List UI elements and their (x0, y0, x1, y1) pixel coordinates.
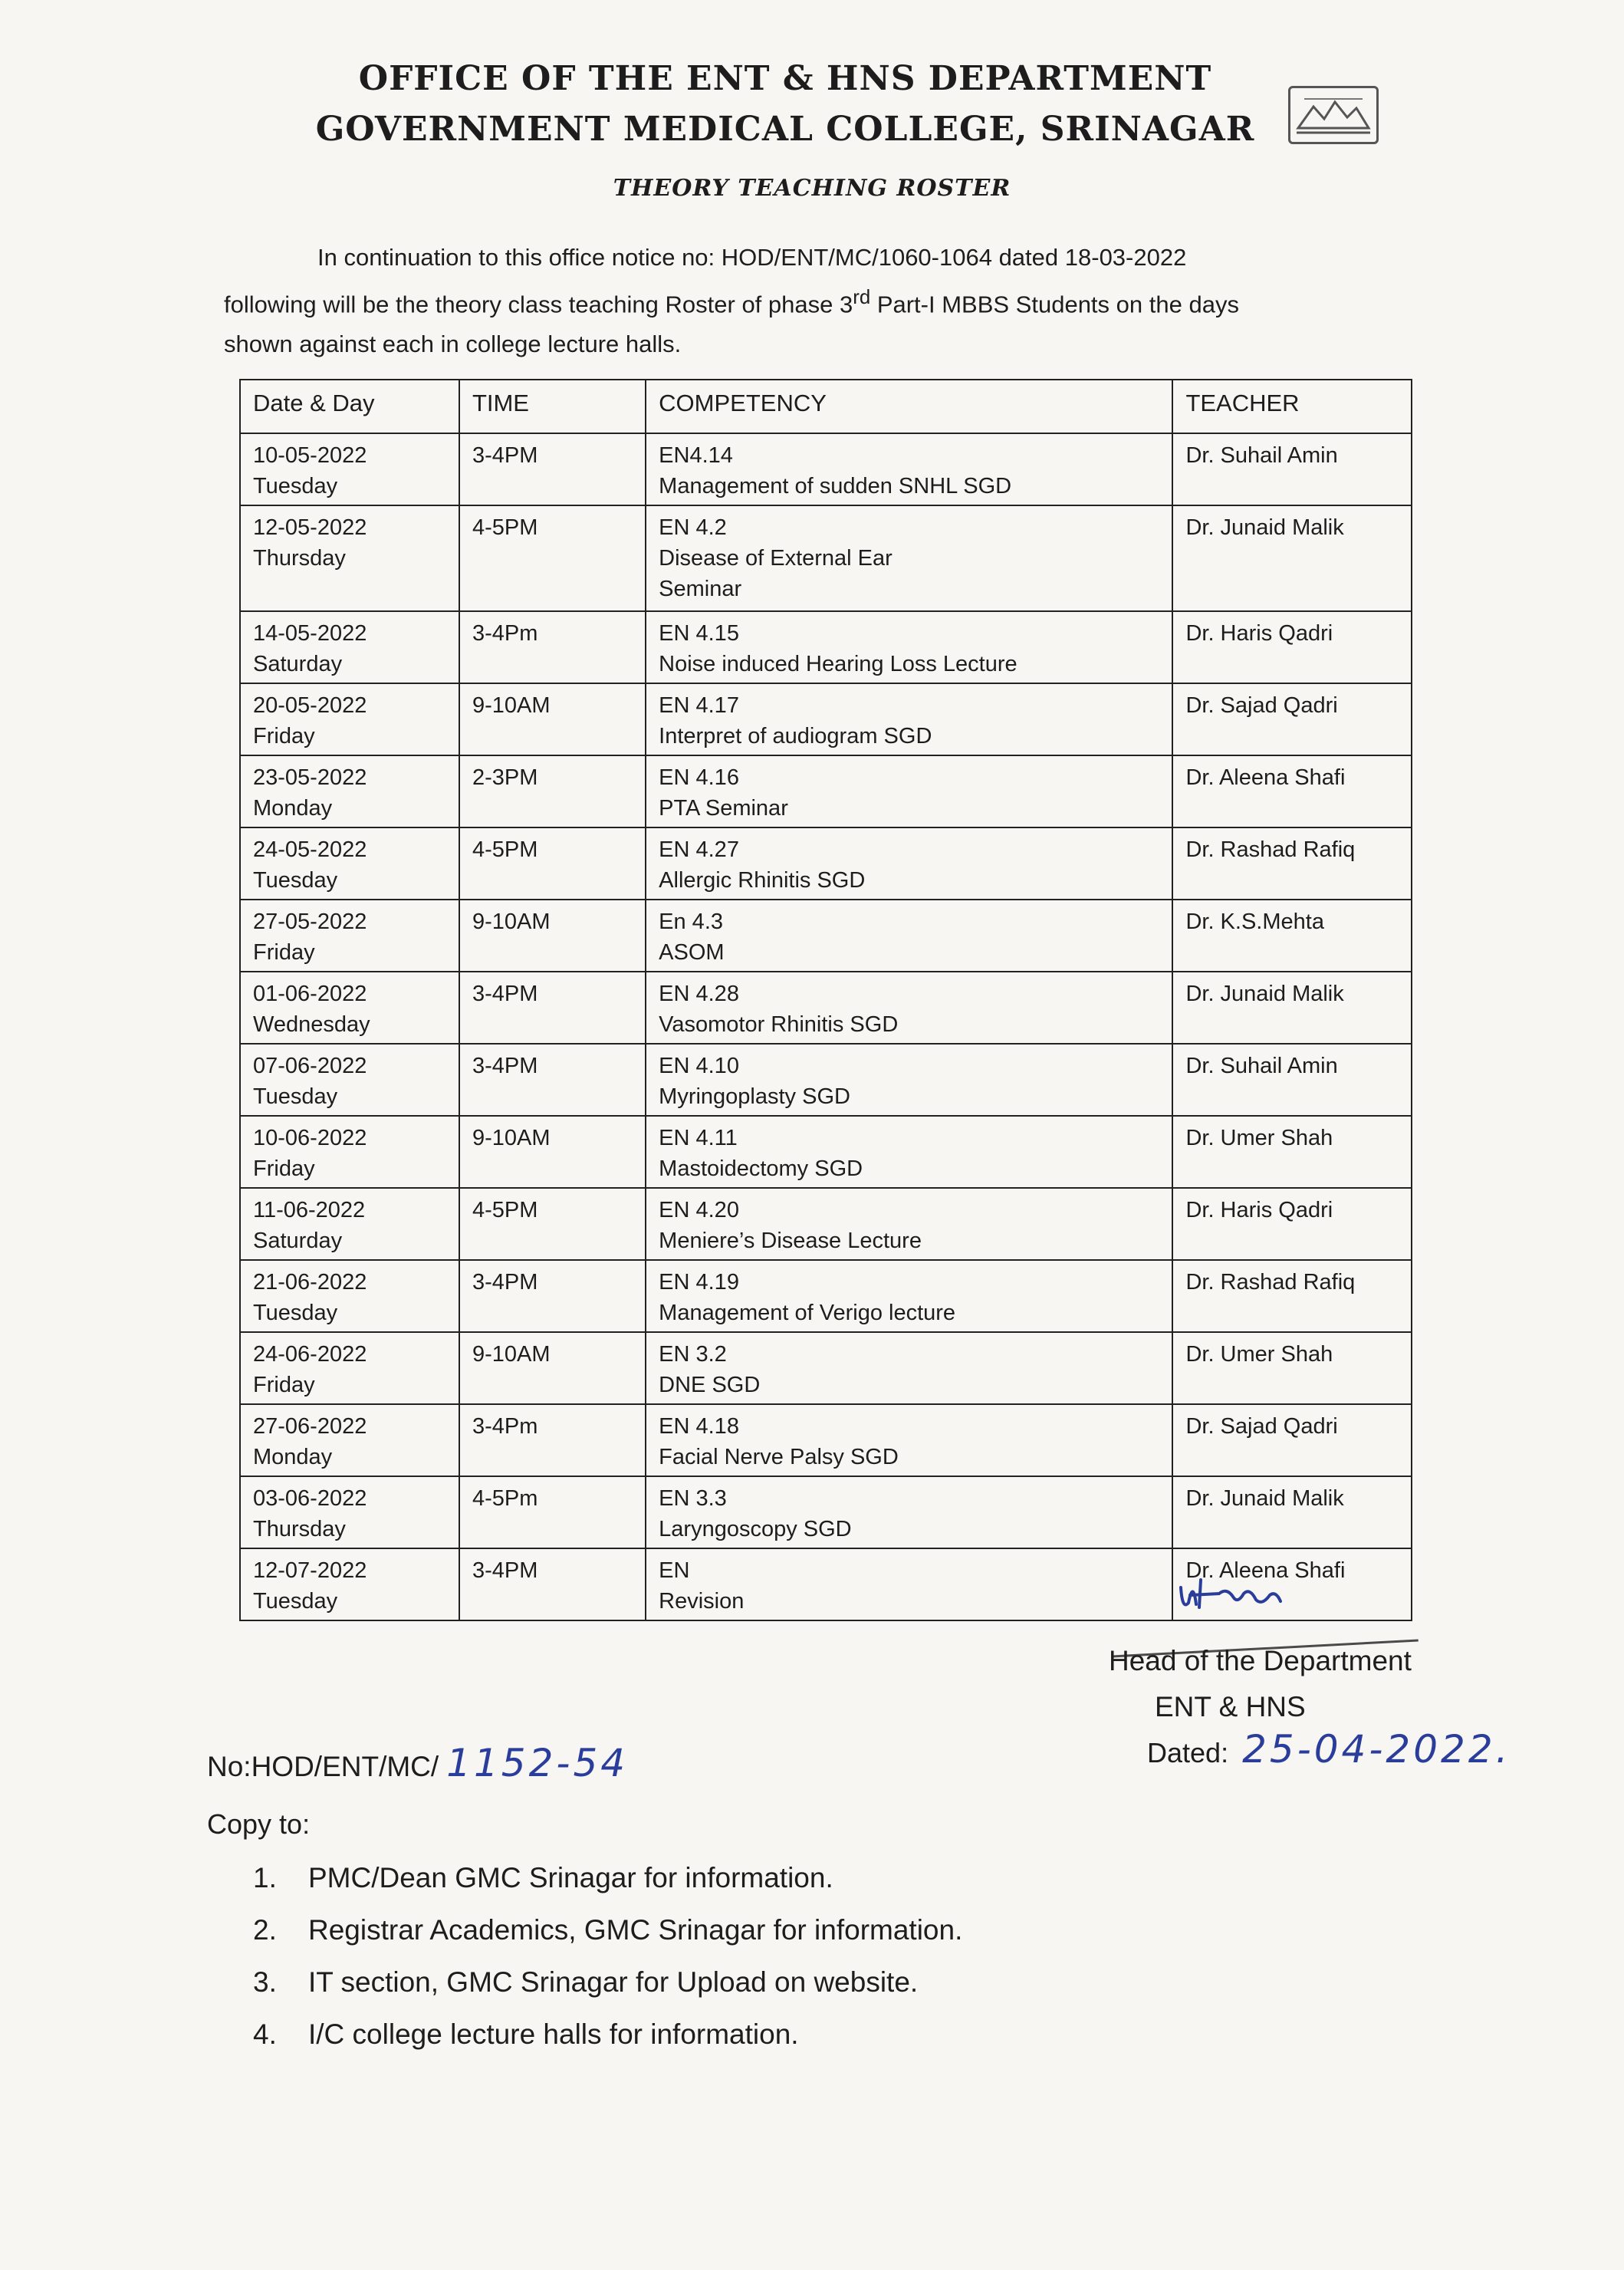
office-title: OFFICE OF THE ENT & HNS DEPARTMENT (358, 59, 1212, 98)
competency-topic: Laryngoscopy SGD (659, 1517, 852, 1541)
cell-day: Tuesday (253, 1301, 338, 1325)
cell-date: 01-06-2022 (253, 982, 367, 1006)
cell-day: Friday (253, 940, 315, 965)
intro-line-2b: Part-I MBBS Students on the days (870, 291, 1239, 318)
table-row (240, 1188, 1412, 1260)
cell-date: 11-06-2022 (253, 1198, 366, 1222)
cell-day: Tuesday (253, 474, 338, 498)
cell-day: Saturday (253, 1229, 343, 1253)
intro-line-1: In continuation to this office notice no: HOD/ENT/MC/1060-1064 dated 18-03-2022 (317, 244, 1187, 271)
cell-date-day (240, 972, 459, 1044)
competency-topic-extra: Seminar (659, 577, 742, 601)
cell-day: Wednesday (253, 1012, 370, 1037)
cell-competency (646, 972, 1172, 1044)
reference-handwritten-number: 1152-54 (446, 1741, 629, 1785)
cell-day: Friday (253, 1156, 315, 1181)
cell-date-day (240, 1548, 459, 1620)
cell-time: 4-5Pm (459, 1476, 646, 1548)
cell-competency (646, 683, 1172, 755)
cell-date: 10-06-2022 (253, 1126, 367, 1150)
signoff-block (1109, 1638, 1412, 1730)
table-row (240, 433, 1412, 505)
roster-title: THEORY TEACHING ROSTER (613, 175, 1011, 202)
list-item: 2. Registrar Academics, GMC Srinagar for information. (253, 1914, 963, 1946)
hod-dept: ENT & HNS (1155, 1691, 1306, 1722)
cell-time: 2-3PM (459, 755, 646, 827)
table-row (240, 1116, 1412, 1188)
table-row (240, 683, 1412, 755)
competency-topic: Management of sudden SNHL SGD (659, 474, 1012, 498)
cell-competency (646, 1188, 1172, 1260)
intro-paragraph (224, 238, 1420, 364)
competency-topic: Meniere’s Disease Lecture (659, 1229, 922, 1253)
table-row (240, 1476, 1412, 1548)
competency-code: EN 4.10 (659, 1054, 739, 1078)
cell-date: 27-06-2022 (253, 1414, 367, 1439)
cell-time: 4-5PM (459, 827, 646, 900)
cell-date: 12-07-2022 (253, 1558, 367, 1583)
cell-teacher: Dr. Umer Shah (1172, 1332, 1412, 1404)
copy-to-list (253, 1852, 962, 2061)
cell-competency (646, 433, 1172, 505)
competency-code: EN 3.3 (659, 1486, 727, 1511)
table-header-row (240, 380, 1412, 433)
cell-competency (646, 1116, 1172, 1188)
cell-teacher: Dr. Sajad Qadri (1172, 1404, 1412, 1476)
table-row (240, 611, 1412, 683)
table-row (240, 1404, 1412, 1476)
college-emblem-icon (1288, 86, 1379, 144)
cell-date: 23-05-2022 (253, 765, 367, 790)
cell-day: Friday (253, 1373, 315, 1397)
signature-icon (1173, 1557, 1311, 1626)
cell-teacher: Dr. Junaid Malik (1172, 505, 1412, 611)
cell-time: 3-4Pm (459, 1404, 646, 1476)
table-row (240, 505, 1412, 611)
cell-date: 12-05-2022 (253, 515, 367, 540)
cell-date-day (240, 1044, 459, 1116)
table-row (240, 900, 1412, 972)
competency-topic: Allergic Rhinitis SGD (659, 868, 866, 893)
cell-date: 14-05-2022 (253, 621, 367, 646)
dated-value: 25-04-2022. (1242, 1727, 1511, 1772)
cell-day: Tuesday (253, 868, 338, 893)
competency-code: En 4.3 (659, 910, 723, 934)
college-title: GOVERNMENT MEDICAL COLLEGE, SRINAGAR (315, 110, 1255, 149)
cell-competency (646, 1044, 1172, 1116)
cell-time: 9-10AM (459, 900, 646, 972)
cell-time: 9-10AM (459, 1116, 646, 1188)
cell-day: Tuesday (253, 1084, 338, 1109)
cell-time: 3-4Pm (459, 611, 646, 683)
cell-teacher: Dr. Haris Qadri (1172, 611, 1412, 683)
cell-teacher: Dr. Rashad Rafiq (1172, 827, 1412, 900)
intro-line-2a: following will be the theory class teaching Roster of phase 3 (224, 291, 853, 318)
cell-teacher: Dr. Umer Shah (1172, 1116, 1412, 1188)
competency-topic: Facial Nerve Palsy SGD (659, 1445, 899, 1469)
cell-date-day (240, 1188, 459, 1260)
cell-date: 20-05-2022 (253, 693, 367, 718)
cell-day: Thursday (253, 1517, 346, 1541)
cell-date-day (240, 1332, 459, 1404)
header-teacher: TEACHER (1172, 380, 1412, 433)
letterhead (0, 54, 1624, 155)
competency-topic: PTA Seminar (659, 796, 788, 821)
cell-teacher: Dr. Haris Qadri (1172, 1188, 1412, 1260)
cell-day: Tuesday (253, 1589, 338, 1614)
competency-topic: Myringoplasty SGD (659, 1084, 850, 1109)
cell-date: 03-06-2022 (253, 1486, 367, 1511)
competency-topic: Mastoidectomy SGD (659, 1156, 863, 1181)
competency-code: EN 4.18 (659, 1414, 739, 1439)
competency-code: EN 4.20 (659, 1198, 739, 1222)
competency-code: EN 4.28 (659, 982, 739, 1006)
cell-time: 3-4PM (459, 1548, 646, 1620)
competency-topic: ASOM (659, 940, 725, 965)
cell-competency (646, 1548, 1172, 1620)
cell-competency (646, 755, 1172, 827)
cell-competency (646, 1404, 1172, 1476)
list-item: 1. PMC/Dean GMC Srinagar for information. (253, 1862, 833, 1893)
competency-topic: Vasomotor Rhinitis SGD (659, 1012, 899, 1037)
cell-date-day (240, 1404, 459, 1476)
cell-time: 4-5PM (459, 505, 646, 611)
cell-date: 24-05-2022 (253, 837, 367, 862)
dated-line (1147, 1727, 1511, 1772)
cell-time: 4-5PM (459, 1188, 646, 1260)
dated-label: Dated: (1147, 1737, 1229, 1768)
cell-date: 24-06-2022 (253, 1342, 367, 1367)
table-row (240, 827, 1412, 900)
competency-code: EN4.14 (659, 443, 733, 468)
cell-date-day (240, 1260, 459, 1332)
cell-date-day (240, 505, 459, 611)
cell-date-day (240, 1116, 459, 1188)
competency-topic: Revision (659, 1589, 745, 1614)
competency-code: EN 4.27 (659, 837, 739, 862)
competency-code: EN 3.2 (659, 1342, 727, 1367)
table-row (240, 1260, 1412, 1332)
cell-time: 3-4PM (459, 1260, 646, 1332)
competency-topic: Management of Verigo lecture (659, 1301, 956, 1325)
competency-code: EN 4.17 (659, 693, 739, 718)
cell-competency (646, 1476, 1172, 1548)
cell-teacher: Dr. Junaid Malik (1172, 1476, 1412, 1548)
reference-label: No:HOD/ENT/MC/ (207, 1751, 439, 1782)
roster-table (239, 379, 1412, 1621)
cell-date-day (240, 900, 459, 972)
cell-teacher: Dr. Rashad Rafiq (1172, 1260, 1412, 1332)
cell-competency (646, 611, 1172, 683)
cell-date-day (240, 827, 459, 900)
cell-competency (646, 900, 1172, 972)
competency-topic: DNE SGD (659, 1373, 761, 1397)
cell-date: 07-06-2022 (253, 1054, 367, 1078)
competency-code: EN 4.15 (659, 621, 739, 646)
cell-competency (646, 505, 1172, 611)
cell-date: 21-06-2022 (253, 1270, 367, 1295)
cell-date: 27-05-2022 (253, 910, 367, 934)
cell-teacher: Dr. Suhail Amin (1172, 1044, 1412, 1116)
table-row (240, 972, 1412, 1044)
header-date: Date & Day (240, 380, 459, 433)
list-item: 4. I/C college lecture halls for information. (253, 2018, 799, 2050)
cell-time: 9-10AM (459, 683, 646, 755)
competency-topic: Disease of External Ear (659, 546, 893, 571)
cell-date-day (240, 1476, 459, 1548)
competency-code: EN (659, 1558, 690, 1583)
competency-code: EN 4.16 (659, 765, 739, 790)
cell-time: 3-4PM (459, 433, 646, 505)
list-item: 3. IT section, GMC Srinagar for Upload on website. (253, 1966, 919, 1998)
cell-day: Friday (253, 724, 315, 748)
cell-teacher: Dr. Aleena Shafi (1172, 755, 1412, 827)
cell-day: Thursday (253, 546, 346, 571)
competency-topic: Interpret of audiogram SGD (659, 724, 932, 748)
cell-date-day (240, 755, 459, 827)
table-row (240, 1332, 1412, 1404)
cell-date-day (240, 433, 459, 505)
table-row (240, 755, 1412, 827)
reference-number (207, 1741, 628, 1785)
cell-competency (646, 1260, 1172, 1332)
cell-date: 10-05-2022 (253, 443, 367, 468)
copy-to-label: Copy to: (207, 1808, 311, 1840)
cell-date-day (240, 683, 459, 755)
cell-time: 3-4PM (459, 1044, 646, 1116)
hod-title: Head of the Department (1109, 1645, 1412, 1676)
cell-teacher: Dr. Aleena Shafi (1172, 1548, 1412, 1620)
competency-code: EN 4.11 (659, 1126, 738, 1150)
cell-competency (646, 1332, 1172, 1404)
cell-teacher: Dr. Suhail Amin (1172, 433, 1412, 505)
header-competency: COMPETENCY (646, 380, 1172, 433)
cell-time: 3-4PM (459, 972, 646, 1044)
cell-day: Monday (253, 1445, 333, 1469)
cell-time: 9-10AM (459, 1332, 646, 1404)
cell-competency (646, 827, 1172, 900)
cell-day: Saturday (253, 652, 343, 676)
competency-code: EN 4.19 (659, 1270, 739, 1295)
header-time: TIME (459, 380, 646, 433)
intro-superscript: rd (853, 287, 871, 308)
cell-teacher: Dr. K.S.Mehta (1172, 900, 1412, 972)
table-row (240, 1044, 1412, 1116)
cell-day: Monday (253, 796, 333, 821)
cell-teacher: Dr. Sajad Qadri (1172, 683, 1412, 755)
intro-line-3: shown against each in college lecture halls. (224, 331, 682, 358)
competency-topic: Noise induced Hearing Loss Lecture (659, 652, 1017, 676)
competency-code: EN 4.2 (659, 515, 727, 540)
cell-teacher: Dr. Junaid Malik (1172, 972, 1412, 1044)
cell-date-day (240, 611, 459, 683)
